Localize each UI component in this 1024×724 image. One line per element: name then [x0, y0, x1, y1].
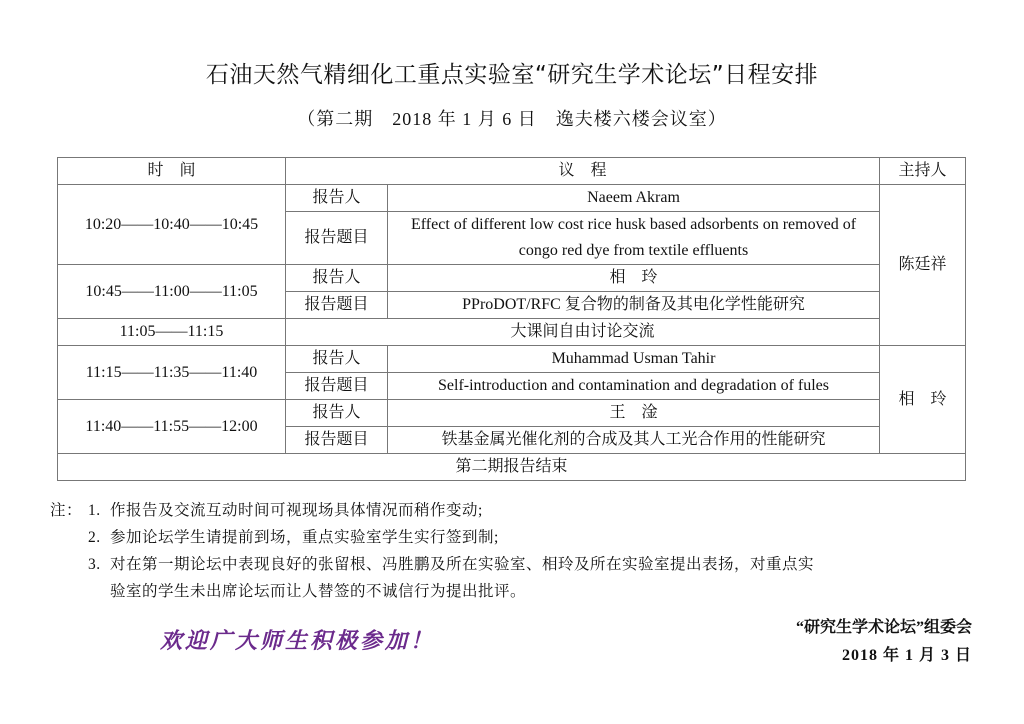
- table-row: [58, 454, 966, 481]
- end-text: 第二期报告结束: [58, 454, 966, 481]
- topic-label: 报告题目: [286, 427, 388, 454]
- note-number: 2.: [88, 529, 101, 546]
- topic-title: Effect of different low cost rice husk based adsorbents on removed of congo red dye from textile effluents: [388, 212, 880, 265]
- topic-label: 报告题目: [286, 292, 388, 319]
- table-header-row: [58, 158, 966, 185]
- signature-date: 2018 年 1 月 3 日: [841, 647, 972, 664]
- reporter-label: 报告人: [286, 346, 388, 373]
- table-row: [58, 346, 966, 373]
- note-text: 对在第一期论坛中表现良好的张留根、冯胜鹏及所在实验室、相玲及所在实验室提出表扬，对重点实: [110, 556, 815, 573]
- notes-label: 注：: [50, 502, 83, 519]
- header-agenda: 议 程: [286, 158, 880, 185]
- table-row: [58, 185, 966, 212]
- note-text: 参加论坛学生请提前到场，重点实验室学生实行签到制;: [110, 529, 499, 546]
- page-title: 石油天然气精细化工重点实验室“研究生学术论坛”日程安排: [205, 62, 819, 88]
- break-text: 大课间自由讨论交流: [286, 319, 880, 346]
- note-number: 1.: [88, 502, 101, 519]
- note-number: 3.: [88, 556, 101, 573]
- note-item: [50, 497, 980, 524]
- reporter-name: 相 玲: [388, 265, 880, 292]
- page-subtitle: （第二期 2018 年 1 月 6 日 逸夫楼六楼会议室）: [297, 109, 727, 129]
- note-continuation: 验室的学生未出席论坛而让人替签的不诚信行为提出批评。: [110, 583, 527, 600]
- reporter-name: Naeem Akram: [388, 185, 880, 212]
- session-time: 11:15——11:35——11:40: [58, 346, 286, 400]
- host-name: 陈廷祥: [880, 185, 966, 346]
- header-host: 主持人: [880, 158, 966, 185]
- signature: [796, 614, 972, 670]
- reporter-label: 报告人: [286, 185, 388, 212]
- session-time: 10:45——11:00——11:05: [58, 265, 286, 319]
- topic-label: 报告题目: [286, 373, 388, 400]
- break-time: 11:05——11:15: [58, 319, 286, 346]
- table-row: [58, 319, 966, 346]
- topic-title: Self-introduction and contamination and degradation of fules: [388, 373, 880, 400]
- topic-title: 铁基金属光催化剂的合成及其人工光合作用的性能研究: [388, 427, 880, 454]
- table-row: [58, 400, 966, 427]
- header-time: 时 间: [58, 158, 286, 185]
- note-text: 作报告及交流互动时间可视现场具体情况而稍作变动;: [110, 502, 483, 519]
- note-item: [50, 551, 980, 578]
- notes: [50, 497, 980, 605]
- topic-label: 报告题目: [286, 212, 388, 265]
- table-row: [58, 265, 966, 292]
- session-time: 10:20——10:40——10:45: [58, 185, 286, 265]
- reporter-label: 报告人: [286, 400, 388, 427]
- host-name: 相 玲: [880, 346, 966, 454]
- session-time: 11:40——11:55——12:00: [58, 400, 286, 454]
- welcome-message: 欢迎广大师生积极参加！: [160, 628, 436, 654]
- reporter-label: 报告人: [286, 265, 388, 292]
- topic-title: PProDOT/RFC 复合物的制备及其电化学性能研究: [388, 292, 880, 319]
- reporter-name: Muhammad Usman Tahir: [388, 346, 880, 373]
- note-item: [50, 524, 980, 551]
- schedule-table: [57, 157, 966, 481]
- reporter-name: 王 淦: [388, 400, 880, 427]
- organizer: “研究生学术论坛”组委会: [795, 619, 972, 636]
